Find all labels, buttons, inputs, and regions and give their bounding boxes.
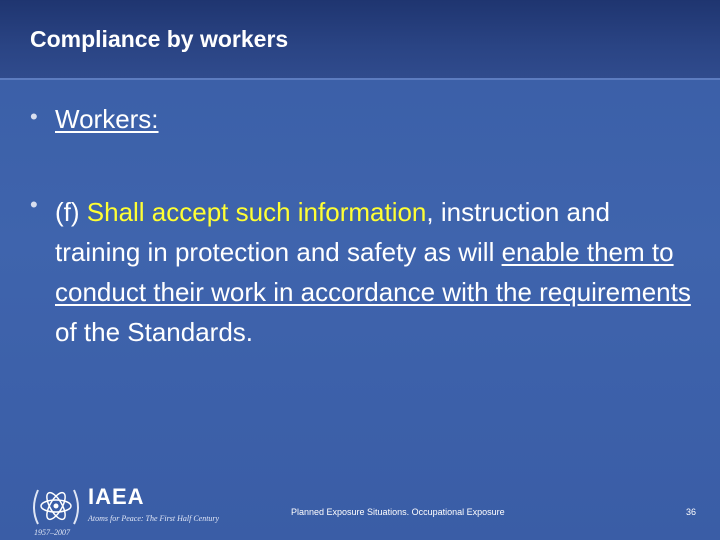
iaea-logo bbox=[28, 484, 218, 540]
bullet-text-workers: Workers: bbox=[55, 104, 159, 134]
bullet-icon: • bbox=[30, 104, 38, 129]
iaea-atom-emblem-icon bbox=[28, 484, 84, 530]
page-number: 36 bbox=[686, 507, 697, 517]
requirement-middle: , instruction and training in protection and safety as will bbox=[55, 197, 610, 267]
slide-title: Compliance by workers bbox=[30, 26, 289, 52]
logo-years: 1957–2007 bbox=[34, 528, 70, 537]
requirement-suffix: of the Standards. bbox=[55, 317, 254, 347]
requirement-prefix: (f) bbox=[55, 197, 87, 227]
bullet-icon: • bbox=[30, 192, 38, 217]
logo-wordmark: IAEA bbox=[88, 484, 145, 509]
logo-subtitle: Atoms for Peace: The First Half Century bbox=[88, 514, 220, 523]
slide-header bbox=[0, 0, 720, 80]
bullet-text-requirement bbox=[55, 192, 695, 352]
requirement-highlight: Shall accept such information bbox=[86, 197, 427, 227]
footer-text: Planned Exposure Situations. Occupational Exposure bbox=[291, 507, 505, 517]
requirement-underlined: enable them to conduct their work in accordance with the requirements bbox=[55, 237, 691, 307]
